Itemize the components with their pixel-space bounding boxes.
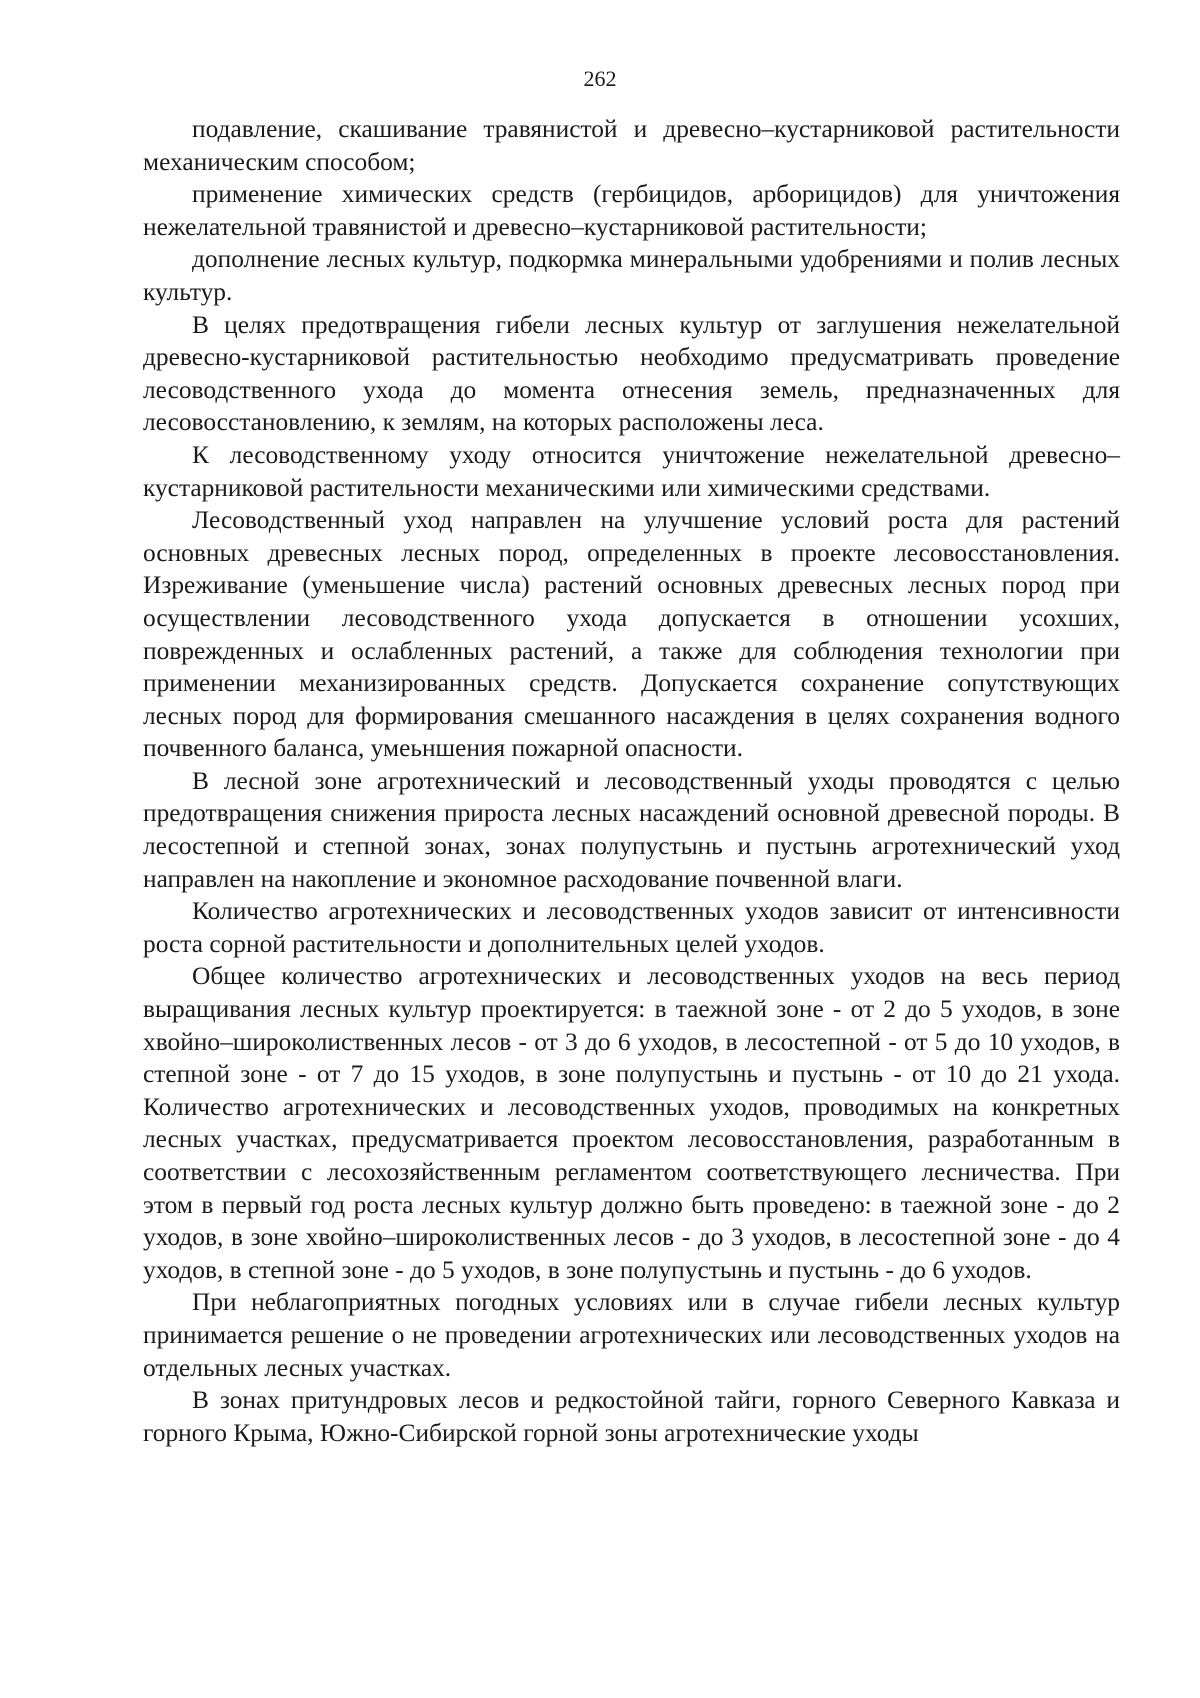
- paragraph: В зонах притундровых лесов и редкостойной тайги, горного Северного Кавказа и горного Крыма, Южно-Сибирской горной зоны агротехнические уходы: [143, 1386, 1120, 1447]
- body-text: [143, 113, 1120, 1449]
- paragraph: Количество агротехнических и лесоводственных уходов зависит от интенсивности роста сорной растительности и дополнительных целей уходов.: [143, 897, 1120, 958]
- paragraph: В целях предотвращения гибели лесных культур от заглушения нежелательной древесно-кустарниковой растительностью необходимо предусматривать проведение лесоводственного ухода до момента отнесения земель, предназначенных для лесовосстановлению, к землям, на которых расположены леса.: [143, 310, 1120, 437]
- page-number: 262: [583, 66, 617, 91]
- paragraph: В лесной зоне агротехнический и лесоводственный уходы проводятся с целью предотвращения снижения прироста лесных насаждений основной древесной породы. В лесостепной и степной зонах, зонах полупустынь и пустынь агротехнический уход направлен на накопление и экономное расходование почвенной влаги.: [143, 766, 1120, 893]
- paragraph: дополнение лесных культур, подкормка минеральными удобрениями и полив лесных культур.: [143, 245, 1120, 306]
- paragraph: Лесоводственный уход направлен на улучшение условий роста для растений основных древесных лесных пород, определенных в проекте лесовосстановления. Изреживание (уменьшение числа) растений основных древесных лесных пород при осуществлении лесоводственного ухода допускается в отношении усохших, поврежденных и ослабленных растений, а также для соблюдения технологии при применении механизированных средств. Допускается сохранение сопутствующих лесных пород для формирования смешанного насаждения в целях сохранения водного почвенного баланса, умеьншения пожарной опасности.: [143, 506, 1120, 763]
- paragraph: При неблагоприятных погодных условиях или в случае гибели лесных культур принимается решение о не проведении агротехнических или лесоводственных уходов на отдельных лесных участках.: [143, 1288, 1120, 1382]
- paragraph: К лесоводственному уходу относится уничтожение нежелательной древесно–кустарниковой растительности механическими или химическими средствами.: [143, 440, 1120, 502]
- paragraph: подавление, скашивание травянистой и древесно–кустарниковой растительности механическим способом;: [143, 115, 1120, 176]
- paragraph: применение химических средств (гербицидов, арборицидов) для уничтожения нежелательной травянистой и древесно–кустарниковой растительности;: [143, 180, 1120, 241]
- paragraph: Общее количество агротехнических и лесоводственных уходов на весь период выращивания лесных культур проектируется: в таежной зоне - от 2 до 5 уходов, в зоне хвойно–широколиственных лесов - от 3 до 6 уходов, в лесостепной - от 5 до 10 уходов, в степной зоне - от 7 до 15 уходов, в зоне полупустынь и пустынь - от 10 до 21 ухода. Количество агротехнических и лесоводственных уходов, проводимых на конкретных лесных участках, предусматривается проектом лесовосстановления, разработанным в соответствии с лесохозяйственным регламентом соответствующего лесничества. При этом в первый год роста лесных культур должно быть проведено: в таежной зоне - до 2 уходов, в зоне хвойно–широколиственных лесов - до 3 уходов, в лесостепной зоне - до 4 уходов, в степной зоне - до 5 уходов, в зоне полупустынь и пустынь - до 6 уходов.: [143, 962, 1120, 1284]
